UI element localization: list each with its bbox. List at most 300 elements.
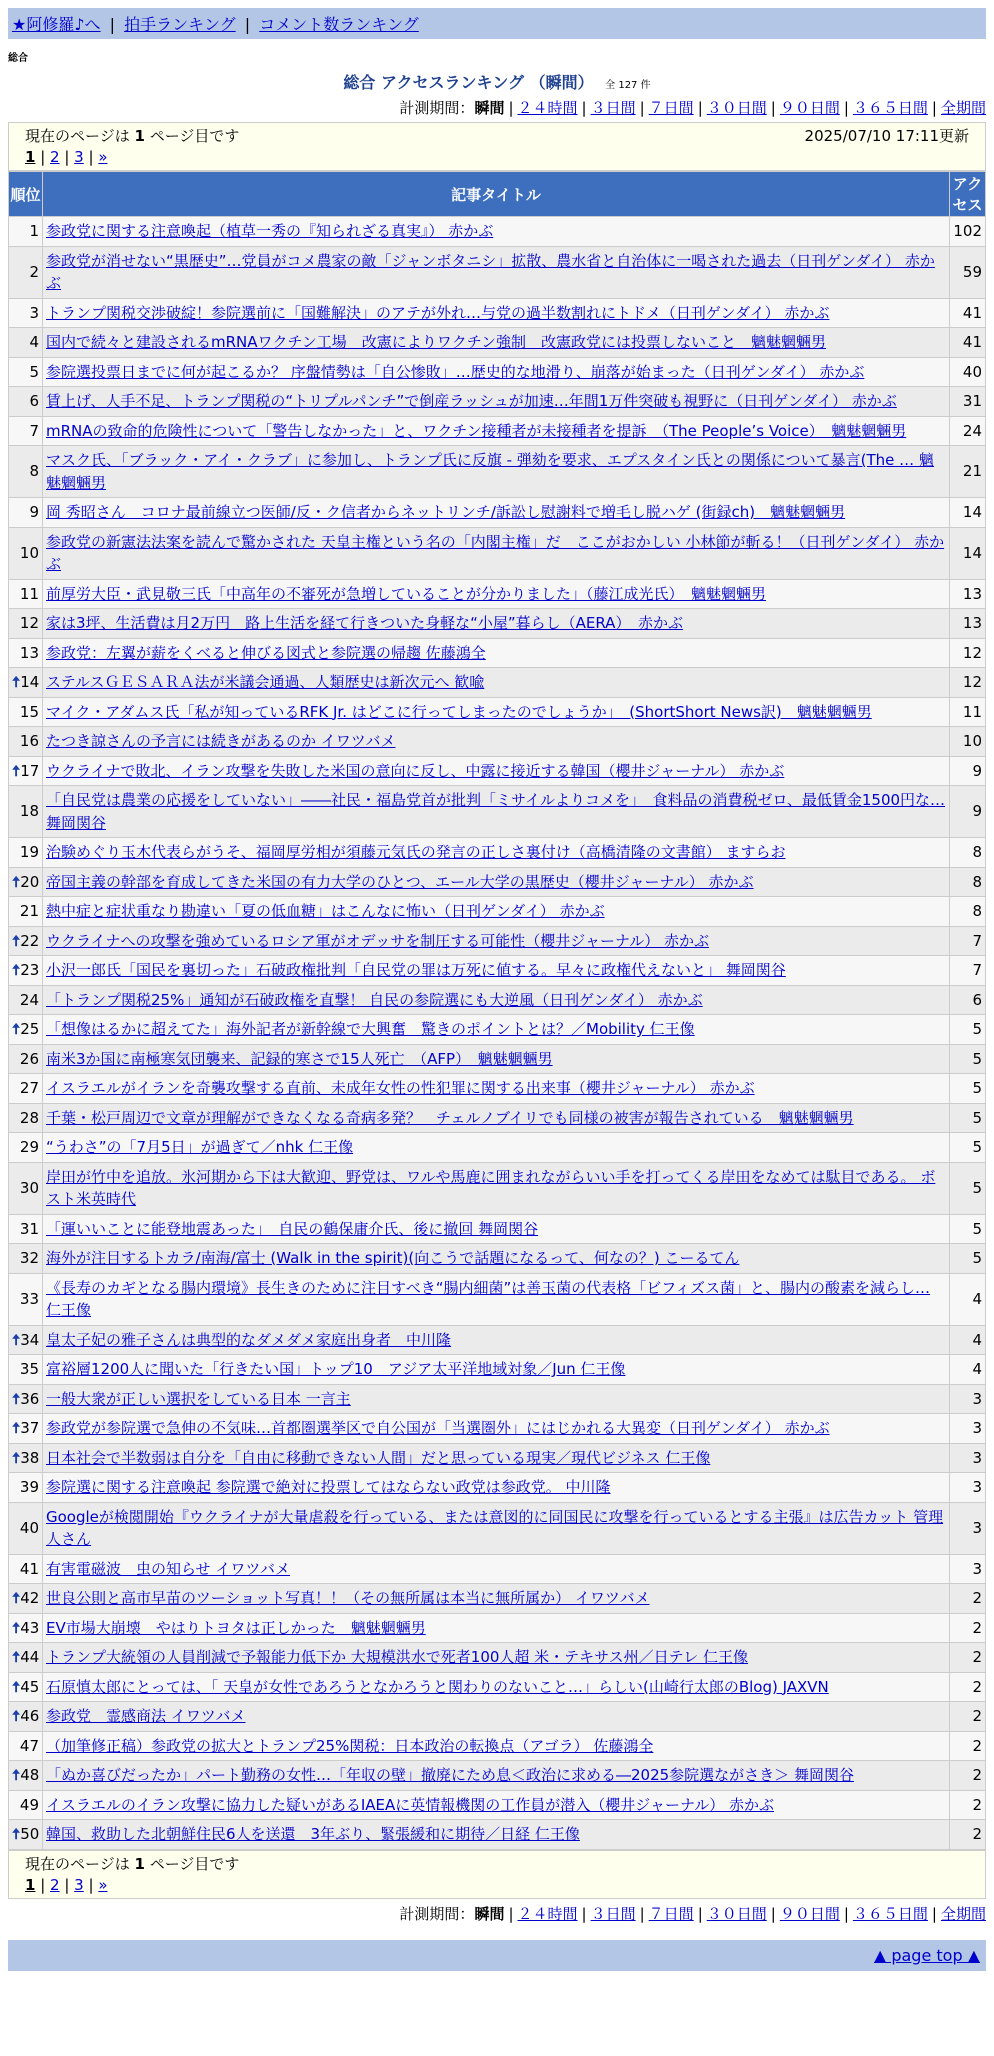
pager-separator: | xyxy=(83,148,99,166)
article-title-link[interactable]: 帝国主義の幹部を育成してきた米国の有力大学のひとつ、エール大学の黒歴史（櫻井ジャーナル） 赤かぶ xyxy=(46,872,754,891)
title-cell xyxy=(43,786,950,838)
table-row xyxy=(9,867,986,897)
table-row xyxy=(9,1273,986,1325)
rank-number: 44 xyxy=(20,1648,40,1666)
title-cell xyxy=(43,926,950,956)
rank-number: 42 xyxy=(20,1589,40,1607)
rank-cell xyxy=(9,1672,43,1702)
access-count: 8 xyxy=(950,838,986,868)
period-separator: | xyxy=(843,1904,849,1923)
rank-cell xyxy=(9,217,43,247)
title-cell xyxy=(43,1414,950,1444)
period-link[interactable]: ３日間 xyxy=(590,99,636,117)
rank-up-arrow-icon: 🠅 xyxy=(12,872,21,891)
article-title-link[interactable]: イスラエルがイランを奇襲攻撃する直前、未成年女性の性犯罪に関する出来事（櫻井ジャーナル） 赤かぶ xyxy=(46,1079,755,1097)
rank-number: 43 xyxy=(20,1618,40,1637)
page-top-link[interactable]: ▲ page top ▲ xyxy=(873,1945,980,1965)
nav-link-asyura[interactable]: ★阿修羅♪へ xyxy=(12,15,101,34)
table-row xyxy=(9,926,986,956)
access-count: 5 xyxy=(950,1133,986,1163)
rank-up-arrow-icon: 🠅 xyxy=(12,1825,21,1843)
article-title-link[interactable]: たつき諒さんの予言には続きがあるのか イワツバメ xyxy=(46,732,396,750)
pager-separator: | xyxy=(35,1875,51,1894)
article-title-link[interactable]: 「自民党は農業の応援をしていない」――社民・福島党首が批判「ミサイルよりコメを」 食料品の消費税ゼロ、最低賃金1500円な… 舞岡関谷 xyxy=(46,791,946,832)
rank-number: 36 xyxy=(20,1389,40,1408)
rank-cell xyxy=(9,579,43,609)
rank-number: 19 xyxy=(19,843,39,861)
article-title-link[interactable]: 千葉・松戸周辺で文章が理解ができなくなる奇病多発？ チェルノブイリでも同様の被害が報告されている 魑魅魍魎男 xyxy=(46,1108,854,1127)
pager-separator: | xyxy=(83,1875,99,1894)
nav-separator: | xyxy=(109,15,116,34)
access-count: 3 xyxy=(950,1414,986,1444)
title-cell xyxy=(43,1584,950,1614)
article-title-link[interactable]: 参院選投票日までに何が起こるか？ 序盤情勢は「自公惨敗」…歴史的な地滑り、崩落が始まった（日刊ゲンダイ） 赤かぶ xyxy=(46,362,865,381)
rank-cell xyxy=(9,956,43,986)
table-row xyxy=(9,357,986,387)
period-separator: | xyxy=(931,99,937,117)
period-selector-top xyxy=(8,97,986,118)
rank-up-arrow-icon: 🠅 xyxy=(12,1419,21,1437)
article-title-link[interactable]: 熱中症と症状重なり勘違い「夏の低血糖」はこんなに怖い（日刊ゲンダイ） 赤かぶ xyxy=(46,902,605,920)
article-title-link[interactable]: 参政党 霊感商法 イワツバメ xyxy=(46,1707,246,1725)
title-cell xyxy=(43,527,950,579)
pager-current: 1 xyxy=(25,148,36,166)
period-separator: | xyxy=(508,1904,514,1923)
article-title-link[interactable]: 参政党：左翼が薪をくべると伸びる図式と参院選の帰趨 佐藤鴻全 xyxy=(46,643,486,662)
total-count: 全 127 件 xyxy=(605,80,651,91)
rank-cell xyxy=(9,1554,43,1584)
article-title-link[interactable]: 皇太子妃の雅子さんは典型的なダメダメ家庭出身者 中川隆 xyxy=(46,1330,452,1349)
table-row xyxy=(9,1702,986,1732)
rank-cell xyxy=(9,1643,43,1673)
access-count: 13 xyxy=(950,579,986,609)
title-cell xyxy=(43,1214,950,1244)
table-row xyxy=(9,1613,986,1643)
table-row xyxy=(9,416,986,446)
title-cell xyxy=(43,1074,950,1104)
rank-cell xyxy=(9,1244,43,1274)
rank-number: 50 xyxy=(20,1825,40,1843)
article-title-link[interactable]: 「ぬか喜びだったか」パート勤務の女性…「年収の壁」撤廃にため息＜政治に求める―2025参院選ながさき＞ 舞岡関谷 xyxy=(46,1766,854,1784)
rank-cell xyxy=(9,727,43,757)
title-cell xyxy=(43,298,950,328)
article-title-link[interactable]: 石原慎太郎にとっては、「 天皇が女性であろうとなかろうと関わりのないこと…」らしい(山崎行太郎のBlog) JAXVN xyxy=(46,1677,829,1696)
article-title-link[interactable]: mRNAの致命的危険性について「警告しなかった」と、ワクチン接種者が未接種者を提訴 （The People’s Voice） 魑魅魍魎男 xyxy=(46,421,907,440)
title-cell xyxy=(43,1044,950,1074)
article-title-link[interactable]: マイク・アダムス氏「私が知っているRFK Jr. はどこに行ってしまったのでしょうか」 (ShortShort News訳) 魑魅魍魎男 xyxy=(46,702,872,721)
table-row xyxy=(9,1643,986,1673)
rank-cell xyxy=(9,1790,43,1820)
title-cell xyxy=(43,1643,950,1673)
page-title xyxy=(8,70,986,93)
access-count: 5 xyxy=(950,1103,986,1133)
table-row xyxy=(9,1214,986,1244)
rank-number: 47 xyxy=(19,1736,39,1755)
rank-number: 4 xyxy=(29,333,39,351)
title-cell xyxy=(43,446,950,498)
title-cell xyxy=(43,668,950,698)
section-label: 総合 xyxy=(8,53,28,64)
table-row xyxy=(9,985,986,1015)
period-separator: | xyxy=(843,99,849,117)
access-count: 3 xyxy=(950,1502,986,1554)
rank-cell xyxy=(9,387,43,417)
article-title-link[interactable]: 国内で続々と建設されるmRNAワクチン工場 改憲によりワクチン強制 改憲政党には投票しないこと 魑魅魍魎男 xyxy=(46,333,827,351)
header-title: 記事タイトル xyxy=(43,172,950,217)
period-separator: | xyxy=(931,1904,937,1923)
article-title-link[interactable]: 小沢一郎氏「国民を裏切った」石破政権批判「自民党の罪は万死に値する。早々に政権代えないと」 舞岡関谷 xyxy=(46,961,786,979)
rank-number: 35 xyxy=(19,1360,39,1378)
article-title-link[interactable]: “うわさ”の「7月5日」が過ぎて／nhk 仁王像 xyxy=(46,1138,354,1156)
title-cell xyxy=(43,1103,950,1133)
rank-number: 31 xyxy=(19,1219,39,1238)
pager-bottom xyxy=(25,1876,969,1894)
rank-cell xyxy=(9,897,43,927)
article-title-link[interactable]: 岸田が竹中を追放。氷河期から下は大歓迎、野党は、ワルや馬鹿に囲まれながらいい手を打ってくる岸田をなめては駄目である。 ボスト米英時代 xyxy=(46,1167,936,1208)
title-cell xyxy=(43,897,950,927)
title-cell xyxy=(43,956,950,986)
title-cell xyxy=(43,1473,950,1503)
table-row xyxy=(9,1044,986,1074)
table-row xyxy=(9,697,986,727)
top-nav xyxy=(8,8,986,39)
article-title-link[interactable]: Googleが検閲開始『ウクライナが大量虐殺を行っている、または意図的に同国民に攻撃を行っているとする主張』は広告カット 管理人さん xyxy=(46,1507,944,1548)
title-cell xyxy=(43,1355,950,1385)
table-row xyxy=(9,1790,986,1820)
access-count: 102 xyxy=(950,217,986,247)
header-rank: 順位 xyxy=(9,172,43,217)
title-cell xyxy=(43,1613,950,1643)
period-current: 瞬間 xyxy=(474,1904,505,1923)
access-count: 59 xyxy=(950,246,986,298)
table-row xyxy=(9,328,986,358)
rank-number: 6 xyxy=(29,392,39,410)
article-title-link[interactable]: 参政党に関する注意喚起（植草一秀の『知られざる真実』） 赤かぶ xyxy=(46,222,494,240)
rank-number: 21 xyxy=(19,902,39,920)
pager-separator: | xyxy=(35,148,51,166)
pager-current: 1 xyxy=(25,1875,36,1894)
pager-link[interactable]: 3 xyxy=(74,148,84,166)
access-count: 14 xyxy=(950,498,986,528)
access-count: 6 xyxy=(950,985,986,1015)
rank-number: 30 xyxy=(19,1178,39,1197)
period-link[interactable]: ３０日間 xyxy=(706,99,767,117)
access-count: 13 xyxy=(950,609,986,639)
access-count: 41 xyxy=(950,328,986,358)
period-link[interactable]: ３６５日間 xyxy=(852,1904,928,1923)
article-title-link[interactable]: 参政党が消せない“黒歴史”…党員がコメ農家の敵「ジャンボタニシ」拡散、農水省と自治体に一喝された過去（日刊ゲンダイ） 赤かぶ xyxy=(46,251,935,292)
access-count: 7 xyxy=(950,956,986,986)
table-row xyxy=(9,1502,986,1554)
access-count: 2 xyxy=(950,1584,986,1614)
rank-cell xyxy=(9,1325,43,1355)
table-row xyxy=(9,838,986,868)
period-link[interactable]: ３日間 xyxy=(590,1904,636,1923)
rank-cell xyxy=(9,1162,43,1214)
pager-link[interactable]: » xyxy=(98,1875,108,1894)
table-row xyxy=(9,1162,986,1214)
rank-number: 37 xyxy=(20,1419,40,1437)
table-row xyxy=(9,217,986,247)
nav-separator: | xyxy=(244,15,251,34)
nav-link-comment-ranking[interactable]: コメント数ランキング xyxy=(259,15,419,34)
bottom-bar xyxy=(8,1940,986,1971)
current-page-text: 現在のページは 1 ページ目です xyxy=(25,127,240,145)
rank-cell xyxy=(9,1414,43,1444)
ranking-body xyxy=(9,217,986,1850)
article-title-link[interactable]: ステルスＧＥＳＡＲＡ法が米議会通過、人類歴史は新次元へ 歓喩 xyxy=(46,673,485,691)
access-count: 2 xyxy=(950,1820,986,1850)
article-title-link[interactable]: 世良公則と高市早苗のツーショット写真！！（その無所属は本当に無所属か） イワツバメ xyxy=(46,1589,650,1607)
pager-top xyxy=(25,148,969,166)
article-title-link[interactable]: 《長寿のカギとなる腸内環境》長生きのために注目すべき“腸内細菌”は善玉菌の代表格「ビフィズス菌」と、腸内の酸素を減らし… 仁王像 xyxy=(46,1278,931,1319)
article-title-link[interactable]: （加筆修正稿）参政党の拡大とトランプ25%関税：日本政治の転換点（アゴラ） 佐藤鴻全 xyxy=(46,1736,654,1755)
period-link[interactable]: 全期間 xyxy=(940,1904,986,1923)
article-title-link[interactable]: 韓国、救助した北朝鮮住民6人を送還 3年ぶり、緊張緩和に期待／日経 仁王像 xyxy=(46,1825,580,1843)
table-row xyxy=(9,1355,986,1385)
access-count: 3 xyxy=(950,1384,986,1414)
rank-cell xyxy=(9,1103,43,1133)
access-count: 10 xyxy=(950,727,986,757)
article-title-link[interactable]: 治験めぐり玉木代表らがうそ、福岡厚労相が須藤元気氏の発言の正しさ裏付け（高橋清隆の文書館） ますらお xyxy=(46,843,786,861)
title-cell xyxy=(43,638,950,668)
rank-number: 18 xyxy=(19,802,39,821)
rank-number: 3 xyxy=(29,303,39,322)
title-cell xyxy=(43,1672,950,1702)
article-title-link[interactable]: 前厚労大臣・武見敬三氏「中高年の不審死が急増していることが分かりました」（藤江成光氏） 魑魅魍魎男 xyxy=(46,584,767,603)
rank-cell xyxy=(9,668,43,698)
period-link[interactable]: ２４時間 xyxy=(517,99,578,117)
updated-timestamp: 2025/07/10 17:11更新 xyxy=(804,127,969,145)
access-count: 3 xyxy=(950,1473,986,1503)
access-count: 12 xyxy=(950,668,986,698)
rank-number: 45 xyxy=(20,1677,40,1696)
rank-up-arrow-icon: 🠅 xyxy=(12,761,21,780)
table-row xyxy=(9,897,986,927)
article-title-link[interactable]: 参政党が参院選で急伸の不気味…首都圏選挙区で自公国が「当選圏外」にはじかれる大異変（日刊ゲンダイ） 赤かぶ xyxy=(46,1419,830,1437)
title-cell xyxy=(43,1820,950,1850)
article-title-link[interactable]: ウクライナへの攻撃を強めているロシア軍がオデッサを制圧する可能性（櫻井ジャーナル） 赤かぶ xyxy=(46,931,709,950)
table-row xyxy=(9,1103,986,1133)
access-count: 5 xyxy=(950,1162,986,1214)
table-row xyxy=(9,1473,986,1503)
period-separator: | xyxy=(639,99,645,117)
rank-number: 34 xyxy=(20,1330,40,1349)
article-title-link[interactable]: 「トランプ関税25%」通知が石破政権を直撃！ 自民の参院選にも大逆風（日刊ゲンダイ） 赤かぶ xyxy=(46,990,703,1009)
pager-link[interactable]: » xyxy=(98,148,108,166)
header-access: アクセス xyxy=(950,172,986,217)
pager-separator: | xyxy=(59,148,75,166)
article-title-link[interactable]: 一般大衆が正しい選択をしている日本 一言主 xyxy=(46,1389,351,1408)
period-separator: | xyxy=(770,1904,776,1923)
ranking-table xyxy=(8,171,986,1850)
table-row xyxy=(9,1325,986,1355)
title-cell xyxy=(43,727,950,757)
rank-up-arrow-icon: 🠅 xyxy=(12,1389,21,1408)
access-count: 11 xyxy=(950,697,986,727)
table-row xyxy=(9,1672,986,1702)
table-header-row xyxy=(9,172,986,217)
rank-cell xyxy=(9,1702,43,1732)
rank-number: 38 xyxy=(20,1448,40,1467)
article-title-link[interactable]: 海外が注目するトカラ/南海/富士 (Walk in the spirit)(向こうで話題になるって、何なの？) こーるてん xyxy=(46,1249,740,1267)
title-cell xyxy=(43,1731,950,1761)
article-title-link[interactable]: ウクライナで敗北、イラン攻撃を失敗した米国の意向に反し、中露に接近する韓国（櫻井ジャーナル） 赤かぶ xyxy=(46,761,785,780)
article-title-link[interactable]: マスク氏、「ブラック・アイ・クラブ」に参加し、トランプ氏に反旗 - 弾劾を要求、エプスタイン氏との関係について暴言(The … 魑魅魍魎男 xyxy=(46,451,934,492)
period-separator: | xyxy=(581,1904,587,1923)
article-title-link[interactable]: 賃上げ、人手不足、トランプ関税の“トリプルパンチ”で倒産ラッシュが加速…年間1万件突破も視野に（日刊ゲンダイ） 赤かぶ xyxy=(46,392,897,410)
article-title-link[interactable]: 家は3坪、生活費は月2万円 路上生活を経て行きついた身軽な“小屋”暮らし（AERA） 赤かぶ xyxy=(46,614,683,632)
article-title-link[interactable]: 日本社会で半数弱は自分を「自由に移動できない人間」だと思っている現実／現代ビジネス 仁王像 xyxy=(46,1448,711,1467)
access-count: 21 xyxy=(950,446,986,498)
rank-cell xyxy=(9,1044,43,1074)
rank-number: 28 xyxy=(19,1108,39,1127)
article-title-link[interactable]: EV市場大崩壊 やはりトヨタは正しかった 魑魅魍魎男 xyxy=(46,1618,426,1637)
period-link[interactable]: 全期間 xyxy=(940,99,986,117)
period-current: 瞬間 xyxy=(474,99,505,117)
article-title-link[interactable]: 岡 秀昭さん コロナ最前線立つ医師/反・ク信者からネットリンチ/訴訟し慰謝料で増毛し脱ハゲ (街録ch) 魑魅魍魎男 xyxy=(46,503,846,521)
access-count: 7 xyxy=(950,926,986,956)
title-cell xyxy=(43,357,950,387)
table-row xyxy=(9,609,986,639)
nav-link-clap-ranking[interactable]: 拍手ランキング xyxy=(124,15,236,34)
rank-number: 40 xyxy=(19,1518,39,1537)
table-row xyxy=(9,298,986,328)
table-row xyxy=(9,1015,986,1045)
period-link[interactable]: ７日間 xyxy=(648,1904,694,1923)
access-count: 12 xyxy=(950,638,986,668)
table-row xyxy=(9,1820,986,1850)
table-row xyxy=(9,727,986,757)
rank-cell xyxy=(9,985,43,1015)
table-row xyxy=(9,1133,986,1163)
rank-number: 16 xyxy=(19,732,39,750)
rank-number: 9 xyxy=(29,503,39,521)
rank-up-arrow-icon: 🠅 xyxy=(12,1618,21,1637)
rank-number: 29 xyxy=(19,1138,39,1156)
title-cell xyxy=(43,1761,950,1791)
rank-number: 49 xyxy=(19,1795,39,1814)
rank-cell xyxy=(9,1613,43,1643)
period-label: 計測期間： xyxy=(399,1904,475,1923)
access-count: 41 xyxy=(950,298,986,328)
title-cell xyxy=(43,609,950,639)
rank-number: 46 xyxy=(20,1707,40,1725)
rank-cell xyxy=(9,638,43,668)
title-cell xyxy=(43,579,950,609)
period-link[interactable]: ３０日間 xyxy=(706,1904,767,1923)
rank-number: 15 xyxy=(19,702,39,721)
rank-cell xyxy=(9,1761,43,1791)
period-link[interactable]: ２４時間 xyxy=(517,1904,578,1923)
title-cell xyxy=(43,1502,950,1554)
pager-link[interactable]: 2 xyxy=(50,1875,60,1894)
article-title-link[interactable]: 参院選に関する注意喚起 参院選で絶対に投票してはならない政党は参政党。 中川隆 xyxy=(46,1478,611,1496)
title-cell xyxy=(43,217,950,247)
page-title-text: 総合 アクセスランキング （瞬間） xyxy=(343,73,594,92)
rank-number: 33 xyxy=(19,1289,39,1308)
rank-cell xyxy=(9,1443,43,1473)
article-title-link[interactable]: 富裕層1200人に聞いた「行きたい国」トップ10 アジア太平洋地域対象／Jun 仁王像 xyxy=(46,1360,626,1378)
article-title-link[interactable]: トランプ大統領の人員削減で予報能力低下か 大規模洪水で死者100人超 米・テキサス州／日テレ 仁王像 xyxy=(46,1648,749,1666)
pager-link[interactable]: 3 xyxy=(74,1875,84,1894)
rank-cell xyxy=(9,1473,43,1503)
article-title-link[interactable]: 参政党の新憲法法案を読んで驚かされた 天皇主権という名の「内閣主権」だ ここがおかしい 小林節が斬る！（日刊ゲンダイ） 赤かぶ xyxy=(46,532,945,573)
period-link[interactable]: ３６５日間 xyxy=(852,99,928,117)
access-count: 2 xyxy=(950,1702,986,1732)
rank-cell xyxy=(9,527,43,579)
rank-number: 26 xyxy=(19,1049,39,1068)
table-row xyxy=(9,1074,986,1104)
access-count: 8 xyxy=(950,897,986,927)
period-separator: | xyxy=(581,99,587,117)
title-cell xyxy=(43,867,950,897)
page-info-bottom xyxy=(8,1850,986,1899)
rank-number: 32 xyxy=(19,1249,39,1267)
rank-cell xyxy=(9,1731,43,1761)
article-title-link[interactable]: 有害電磁波 虫の知らせ イワツバメ xyxy=(46,1559,291,1578)
article-title-link[interactable]: 南米3か国に南極寒気団襲来、記録的寒さで15人死亡 （AFP） 魑魅魍魎男 xyxy=(46,1049,553,1068)
rank-cell xyxy=(9,609,43,639)
title-cell xyxy=(43,498,950,528)
rank-cell xyxy=(9,1273,43,1325)
rank-number: 5 xyxy=(29,362,39,381)
access-count: 2 xyxy=(950,1761,986,1791)
rank-cell xyxy=(9,1214,43,1244)
rank-cell xyxy=(9,1384,43,1414)
article-title-link[interactable]: イスラエルのイラン攻撃に協力した疑いがあるIAEAに英情報機関の工作員が潜入（櫻井ジャーナル） 赤かぶ xyxy=(46,1795,774,1814)
rank-up-arrow-icon: 🠅 xyxy=(12,1677,21,1696)
rank-cell xyxy=(9,246,43,298)
article-title-link[interactable]: トランプ関税交渉破綻！参院選前に「国難解決」のアテが外れ…与党の過半数割れにトドメ（日刊ゲンダイ） 赤かぶ xyxy=(46,303,830,322)
table-row xyxy=(9,1443,986,1473)
title-cell xyxy=(43,246,950,298)
article-title-link[interactable]: 「運いいことに能登地震あった」 自民の鶴保庸介氏、後に撤回 舞岡関谷 xyxy=(46,1219,539,1238)
rank-up-arrow-icon: 🠅 xyxy=(12,1330,21,1349)
rank-up-arrow-icon: 🠅 xyxy=(12,673,21,691)
table-row xyxy=(9,638,986,668)
title-cell xyxy=(43,838,950,868)
rank-cell xyxy=(9,1015,43,1045)
rank-number: 1 xyxy=(29,222,39,240)
pager-separator: | xyxy=(59,1875,75,1894)
rank-cell xyxy=(9,1820,43,1850)
access-count: 5 xyxy=(950,1044,986,1074)
period-link[interactable]: ７日間 xyxy=(648,99,694,117)
rank-cell xyxy=(9,1355,43,1385)
access-count: 14 xyxy=(950,527,986,579)
access-count: 2 xyxy=(950,1643,986,1673)
pager-link[interactable]: 2 xyxy=(50,148,60,166)
table-row xyxy=(9,668,986,698)
title-cell xyxy=(43,985,950,1015)
current-page-text: 現在のページは 1 ページ目です xyxy=(25,1854,240,1873)
rank-cell xyxy=(9,1133,43,1163)
title-cell xyxy=(43,1162,950,1214)
rank-up-arrow-icon: 🠅 xyxy=(12,1020,21,1038)
rank-cell xyxy=(9,498,43,528)
rank-number: 48 xyxy=(20,1766,40,1784)
article-title-link[interactable]: 「想像はるかに超えてた」海外記者が新幹線で大興奮 驚きのポイントとは？／Mobility 仁王像 xyxy=(46,1020,695,1038)
rank-number: 39 xyxy=(19,1478,39,1496)
title-cell xyxy=(43,1443,950,1473)
period-link[interactable]: ９０日間 xyxy=(779,1904,840,1923)
rank-number: 11 xyxy=(19,584,39,603)
period-link[interactable]: ９０日間 xyxy=(779,99,840,117)
table-row xyxy=(9,756,986,786)
rank-up-arrow-icon: 🠅 xyxy=(12,1448,21,1467)
table-row xyxy=(9,387,986,417)
